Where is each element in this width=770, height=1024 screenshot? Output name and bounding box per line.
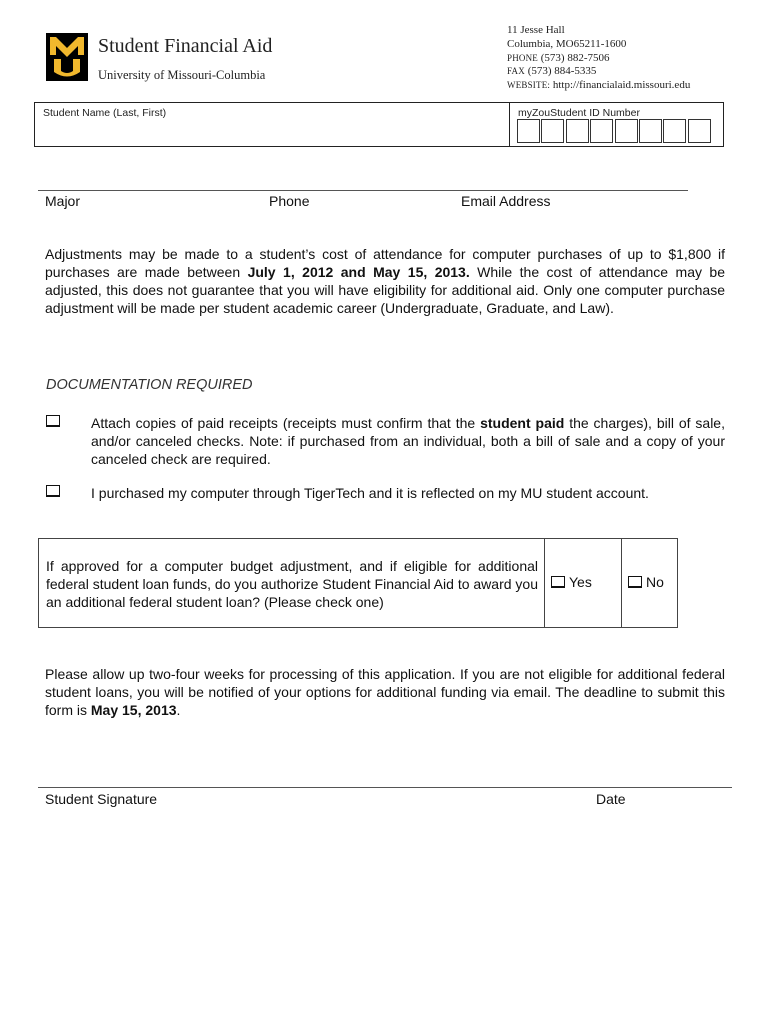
receipts-checkbox[interactable] (46, 415, 60, 427)
intro-dates: July 1, 2012 and May 15, 2013. (247, 264, 470, 280)
processing-text-1: Please allow up two-four weeks for processing of this application. If you are not eligible for additional federal student loans, you will be notified of your options for additional funding via email. The deadline to submit this form is (45, 666, 725, 718)
intro-text-2: While the cost of attendance may be adjusted, this does not guarantee that you will have eligibility for additional aid. Only one computer purchase adjustment will be made per student academic career (Undergraduate, Graduate, and Law). (45, 264, 725, 316)
id-cell[interactable] (541, 119, 564, 143)
receipts-text-1: Attach copies of paid receipts (receipts must confirm that the (91, 415, 481, 431)
website-label: WEBSITE: (507, 80, 551, 90)
yes-option[interactable] (551, 574, 592, 590)
website-value[interactable]: http://financialaid.missouri.edu (552, 79, 691, 91)
yes-label: Yes (569, 574, 592, 590)
processing-paragraph (45, 665, 725, 719)
website-line (507, 79, 690, 92)
id-cell[interactable] (517, 119, 540, 143)
contact-fields-rule[interactable] (38, 190, 688, 191)
tigertech-text: I purchased my computer through TigerTech and it is reflected on my MU student account. (91, 485, 649, 501)
address-line2: Columbia, MO65211-1600 (507, 38, 627, 50)
org-subtitle: University of Missouri-Columbia (98, 68, 266, 82)
documentation-heading: DOCUMENTATION REQUIRED (46, 377, 253, 393)
loan-question-text: If approved for a computer budget adjustment, and if eligible for additional federal student loan funds, do you authorize Student Financial Aid to award you an additional federal student loan? (Please check one) (46, 558, 538, 610)
major-label: Major (45, 193, 81, 209)
student-info-box (34, 102, 724, 147)
tigertech-checkbox[interactable] (46, 485, 60, 497)
email-label: Email Address (461, 193, 551, 209)
loan-question-box (38, 538, 678, 628)
mu-logo-graphic (46, 33, 88, 81)
id-cell[interactable] (566, 119, 589, 143)
fax-label: FAX (507, 66, 525, 76)
phone-field-label: Phone (269, 193, 310, 209)
receipts-text-2: the charges), bill of sale, and/or canceled checks. Note: if purchased from an individual, both a bill of sale and a copy of your canceled check are required. (91, 415, 725, 467)
address-line1: 11 Jesse Hall (507, 24, 565, 36)
phone-value: (573) 882-7506 (540, 52, 610, 64)
receipts-text (91, 414, 725, 468)
loan-box-divider-2 (621, 539, 622, 627)
id-cell[interactable] (590, 119, 613, 143)
intro-text-1: Adjustments may be made to a student’s cost of attendance for computer purchases of up to $1,800 if purchases are made between (45, 246, 725, 280)
phone-label: PHONE (507, 53, 539, 63)
date-label: Date (596, 791, 626, 807)
id-cell[interactable] (639, 119, 662, 143)
id-cell[interactable] (615, 119, 638, 143)
student-box-divider (509, 103, 510, 146)
no-option[interactable] (628, 574, 664, 590)
student-id-cells[interactable] (517, 119, 712, 143)
intro-paragraph (45, 245, 725, 317)
receipts-bold: student paid (480, 415, 565, 431)
yes-checkbox[interactable] (551, 576, 565, 588)
fax-value: (573) 884-5335 (527, 65, 597, 77)
phone-line (507, 52, 610, 65)
id-cell[interactable] (663, 119, 686, 143)
signature-rule[interactable] (38, 787, 732, 788)
mu-logo (46, 33, 88, 81)
no-label: No (646, 574, 664, 590)
org-title: Student Financial Aid (98, 35, 273, 57)
loan-box-divider-1 (544, 539, 545, 627)
no-checkbox[interactable] (628, 576, 642, 588)
processing-text-2: . (176, 702, 181, 718)
id-cell[interactable] (688, 119, 711, 143)
student-id-label: myZouStudent ID Number (518, 107, 640, 119)
deadline-date: May 15, 2013 (90, 702, 177, 718)
fax-line (507, 65, 596, 78)
student-name-label: Student Name (Last, First) (43, 107, 167, 119)
signature-label: Student Signature (45, 791, 158, 807)
